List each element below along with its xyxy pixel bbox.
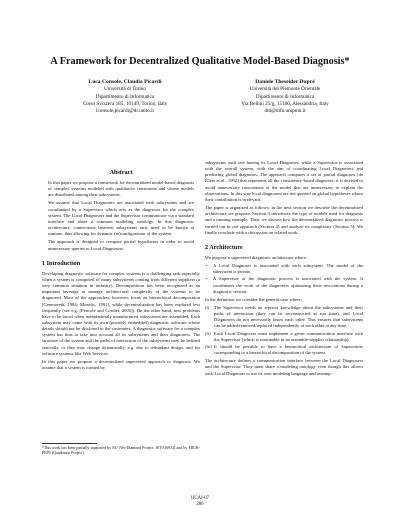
abstract-paragraph: In this paper we propose a framework for decentralized model-based diagnosis of complex systems modeled with qualitative constraints and whose models are distributed among their subsystems. [48, 180, 194, 198]
author-block-2 [210, 79, 360, 115]
footnote [42, 443, 200, 458]
numbered-list [205, 305, 363, 356]
list-item: • A Local Diagnoser is associated with each subsystem. The model of the subsystem is private. [205, 263, 363, 275]
bullet-list [205, 263, 363, 295]
body-paragraph: The architecture defines a communication interface between the Local Diagnosers and the Supervisor. They must share a modeling ontology even though this allows each Local Diagnoser to use its own modeling language and assump- [205, 358, 363, 376]
list-item-text: The Supervisor needs no a-priori knowledge about the subsystems and their paths of interaction (they can be reconstructed at run time), and Local Diagnosers do not necessarily know each other. This ensures that subsystems can be added/removed/replaced independently of each other at any time. [214, 304, 363, 329]
footnote-rule [42, 443, 97, 444]
page-number: 286 [196, 502, 204, 507]
venue-footer: IJCAI-07 [190, 496, 210, 501]
list-marker: (i) [205, 304, 210, 310]
author-block-1 [50, 79, 200, 115]
footnote-text: *This work has been partially supported by EU (Ws-Diamond Project, IST-516933) and by MIUR-PRIN (Quadrantis Project). [42, 446, 200, 455]
body-paragraph: Developing diagnostic software for complex systems is a challenging task especially when a system is composed of many subsystems coming from different suppliers (a very common situation in industry). Decomposition has been recognized as an important leverage to manage architectural complexity of the systems to be diagnosed. Most of the approaches, however, focus on hierarchical decomposition [Genesereth, 1984; Mozetic, 1991], while decentralization has been explored less frequently (see e.g. [Pencolé and Cordier, 2005]). On the other hand, new problems have to be faced when independently manufactured subsystems are assembled. Each subsystem may come with its own (possibly embedded) diagnostic software whose details should not be disclosed to the customers. A diagnostic software for a complex system has thus to take into account all its subsystems and their diagnosers. The structure of the system and the paths of interaction of the subsystems may be defined statically, or they may change dynamically, e.g. due to redundant design, and for software systems like Web Services. [42, 270, 200, 356]
author-affiliation: Università di Torino [104, 86, 146, 93]
list-item-text: It should be possible to have a hierarchical architecture of Supervisors corresponding to a hierarchical decomposition of the system. [214, 343, 363, 356]
abstract-paragraph: We assume that Local Diagnosers are associated with subsystems and are coordinated by a Supervisor which acts as the diagnoser for the complex system. The Local Diagnosers and the Supervisor communicate via a standard interface and share a common modeling ontology. In this diagnostic architecture, connections between subsystems only need to be known at runtime, thus allowing for dynamic (re)configuration of the system. [48, 200, 194, 237]
author-names: Daniele Theseider Dupré [255, 79, 315, 85]
author-email: lconsole,picardi@di.unito.it [96, 108, 154, 115]
body-paragraph: In this paper we propose a decentralized supervised approach to diagnosis. We assume that a system is formed by [42, 358, 200, 371]
body-paragraph: subsystems each one having its Local Diagnoser, while a Supervisor is associated with the overall system, with the aim of coordinating Local Diagnosers and producing global diagnoses. The approach computes a set of partial diagnoses [de Kleer et al., 1992] that represents all the consistency-based diagnoses; it is devised to avoid unnecessary invocations of the model that are unnecessary to explain the observations. In this way local diagnosers are not queried on global hypotheses where their contribution is irrelevant. [205, 160, 363, 202]
right-column [205, 160, 363, 379]
author-address: Corso Svizzera 185, 10149, Torino, Italy [82, 100, 168, 107]
list-marker: (iii) [205, 343, 212, 349]
paper-title: A Framework for Decentralized Qualitative Model-Based Diagnosis* [50, 56, 350, 67]
author-department: Dipartimento di Informatica [95, 93, 155, 100]
list-item-text: Each Local Diagnoser must implement a given communication interface with the Supervisor (which is reasonable in an assemble-supplier relationship). [214, 330, 363, 342]
abstract-heading: Abstract [109, 169, 133, 176]
body-paragraph: In the definition we consider the general case where: [205, 296, 302, 302]
abstract-paragraph: The approach is designed to compute partial hypotheses in order to avoid unnecessary queries to Local Diagnosers. [48, 239, 194, 251]
author-department: Dipartimento di Informatica [255, 93, 315, 100]
list-item [205, 331, 363, 343]
list-item: • A Supervisor of the diagnostic process is associated with the system. It coordinates the work of the diagnosers optimizing their invocations during a diagnostic session. [205, 276, 363, 294]
section-heading-architecture: 2 Architecture [205, 243, 243, 251]
section-heading-introduction: 1 Introduction [42, 259, 81, 267]
author-names: Luca Console, Claudia Picardi [88, 79, 162, 85]
author-address: Via Bellini 25/g, 15100, Alessandria, Italy [241, 100, 329, 107]
author-affiliation: Università del Piemonte Orientale [249, 86, 321, 93]
list-item [205, 305, 363, 330]
left-column [42, 169, 200, 373]
body-paragraph: The paper is organized as follows: in the next section we describe the decentralized architecture we propose. Section 3 introduces the type of models used for diagnosis and a running example. Then, we discuss how the decentralized diagnostic process is carried out in our approach (Section 4) and analyze its complexity (Section 5). We finally conclude with a discussion on related work. [205, 205, 363, 235]
author-email: dtd@mfn.unipmn.it [264, 108, 306, 115]
body-paragraph: We propose a supervised diagnostic architecture where: [205, 254, 308, 260]
abstract [42, 169, 200, 252]
list-marker: (ii) [205, 330, 211, 336]
list-item [205, 344, 363, 356]
